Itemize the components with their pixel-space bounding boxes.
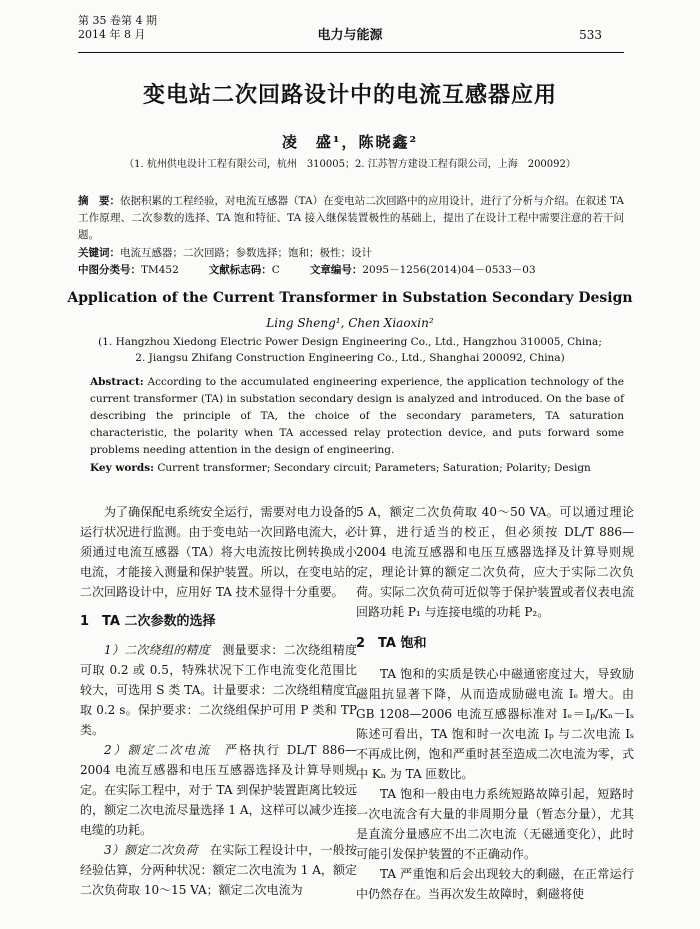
english-abstract-text: According to the accumulated engineering experience, the application technology of the current transformer (TA) in substation secondary design is analyzed and introduced. On the base of describing the principle of TA, the choice of the secondary parameters, TA saturation characteristic, the polarity when TA accessed relay protection device, and puts forward some problems needing attention in the design of engineering. — [90, 376, 624, 456]
header-rule — [78, 52, 624, 53]
english-abstract — [90, 374, 624, 459]
chinese-abstract-label: 摘 要： — [78, 195, 121, 207]
english-title: Application of the Current Transformer in Substation Secondary Design — [67, 290, 633, 306]
english-authors: Ling Sheng¹, Chen Xiaoxin² — [266, 316, 434, 330]
doc-code-label: 文献标志码： — [208, 264, 272, 276]
clc-label: 中图分类号： — [78, 264, 141, 276]
classification-line — [78, 262, 536, 277]
rated-current-text: 严格执行 DL/T 886—2004 电流互感器和电压互感器选择及计算导则规定。在实际工程中，对于 TA 到保护装置距离比较远的，额定二次电流尽量选择 1 A，这样可以减少连接电缆的功耗。 — [80, 743, 357, 837]
accuracy-text: 测量要求：二次绕组精度可取 0.2 或 0.5，特殊状况下工作电流变化范围比较大，可选用 S 类 TA。计量要求：二次绕组精度宜取 0.2 s。保护要求：二次绕组保护可用 P 类和 TP 类。 — [80, 643, 357, 737]
rated-burden-label: 3）额定二次负荷 — [104, 843, 198, 857]
issue-date: 2014 年 8 月 — [78, 28, 146, 41]
chinese-keywords-label: 关键词： — [78, 247, 120, 259]
article-number-value: 2095－1256(2014)04－0533－03 — [362, 264, 536, 276]
accuracy-label: 1）二次绕组的精度 — [104, 643, 211, 657]
chinese-title: 变电站二次回路设计中的电流互感器应用 — [142, 83, 557, 108]
english-keywords-label: Key words: — [90, 462, 155, 474]
chinese-keywords-text: 电流互感器；二次回路；参数选择；饱和；极性；设计 — [120, 247, 372, 259]
page-number: 533 — [579, 28, 602, 42]
english-abstract-label: Abstract: — [90, 376, 144, 388]
english-keywords — [90, 462, 591, 474]
paragraph-rated-burden — [80, 840, 357, 900]
clc-value: TM452 — [141, 264, 179, 276]
burden-continued-paragraph: 5 A，额定二次负荷取 40～50 VA。可以通过理论计算，进行适当的校正，但必须按 DL/T 886—2004 电流互感器和电压互感器选择及计算导则规定，理论计算的额定二次负荷，应大于实际二次负荷。实际二次负荷可近似等于保护装置或者仪表电流回路功耗 P₁ 与连接电缆的功耗 P₂。 — [356, 505, 634, 619]
rated-current-label: 2）额定二次电流 — [104, 743, 212, 757]
english-affiliation-1: (1. Hangzhou Xiedong Electric Power Design Engineering Co., Ltd., Hangzhou 310005, China; — [98, 336, 602, 348]
chinese-abstract — [78, 193, 624, 244]
rated-burden-text: 在实际工程设计中，一般按经验估算，分两种状况：额定二次电流为 1 A，额定二次负荷取 10～15 VA；额定二次电流为 — [80, 843, 357, 897]
chinese-abstract-text: 依据积累的工程经验，对电流互感器（TA）在变电站二次回路中的应用设计，进行了分析与介绍。在叙述 TA 工作原理、二次参数的选择、TA 饱和特征、TA 接入继保装置极性的基础上，提出了在设计工程中需要注意的若干问题。 — [78, 195, 624, 241]
saturation-paragraph-2: TA 饱和一般由电力系统短路故障引起，短路时一次电流含有大量的非周期分量（暂态分量），尤其是直流分量感应不出二次电流（无磁通变化），此时可能引发保护装置的不正确动作。 — [356, 787, 634, 861]
section-1-heading: 1 TA 二次参数的选择 — [80, 614, 216, 629]
doc-code-value: C — [271, 264, 280, 276]
paragraph-accuracy — [80, 640, 357, 740]
chinese-authors: 凌 盛¹，陈晓鑫² — [281, 133, 419, 151]
volume-issue: 第 35 卷第 4 期 — [78, 14, 157, 27]
chinese-affiliation: （1. 杭州供电设计工程有限公司，杭州 310005；2. 江苏智方建设工程有限公司，上海 200092） — [124, 159, 576, 170]
body-right-column — [356, 502, 634, 904]
intro-paragraph: 为了确保配电系统安全运行，需要对电力设备的运行状况进行监测。由于变电站一次回路电流大，必须通过电流互感器（TA）将大电流按比例转换成小电流，才能接入测量和保护装置。所以，在变电站的二次回路设计中，应用好 TA 技术显得十分重要。 — [80, 505, 357, 599]
section-2-heading: 2 TA 饱和 — [356, 636, 427, 651]
saturation-paragraph-1: TA 饱和的实质是铁心中磁通密度过大，导致励磁阻抗显著下降，从而造成励磁电流 Iₑ 增大。由 GB 1208—2006 电流互感器标准对 Iₑ＝Iₚ/Kₙ－Iₛ 陈述可看出，TA 饱和时一次电流 Iₚ 与二次电流 Iₛ 不再成比例，饱和严重时甚至造成二次电流为零，式中 Kₙ 为 TA 匝数比。 — [356, 667, 634, 781]
english-keywords-text: Current transformer; Secondary circuit; Parameters; Saturation; Polarity; Design — [157, 462, 591, 474]
saturation-paragraph-3: TA 严重饱和后会出现较大的剩磁，在正常运行中仍然存在。当再次发生故障时，剩磁将使 — [356, 867, 634, 901]
journal-name: 电力与能源 — [317, 28, 383, 43]
paragraph-rated-current — [80, 740, 357, 840]
body-left-column — [80, 502, 357, 900]
article-number-label: 文章编号： — [309, 264, 363, 276]
english-affiliation-2: 2. Jiangsu Zhifang Construction Engineering Co., Ltd., Shanghai 200092, China) — [135, 352, 565, 364]
chinese-keywords — [78, 245, 372, 260]
